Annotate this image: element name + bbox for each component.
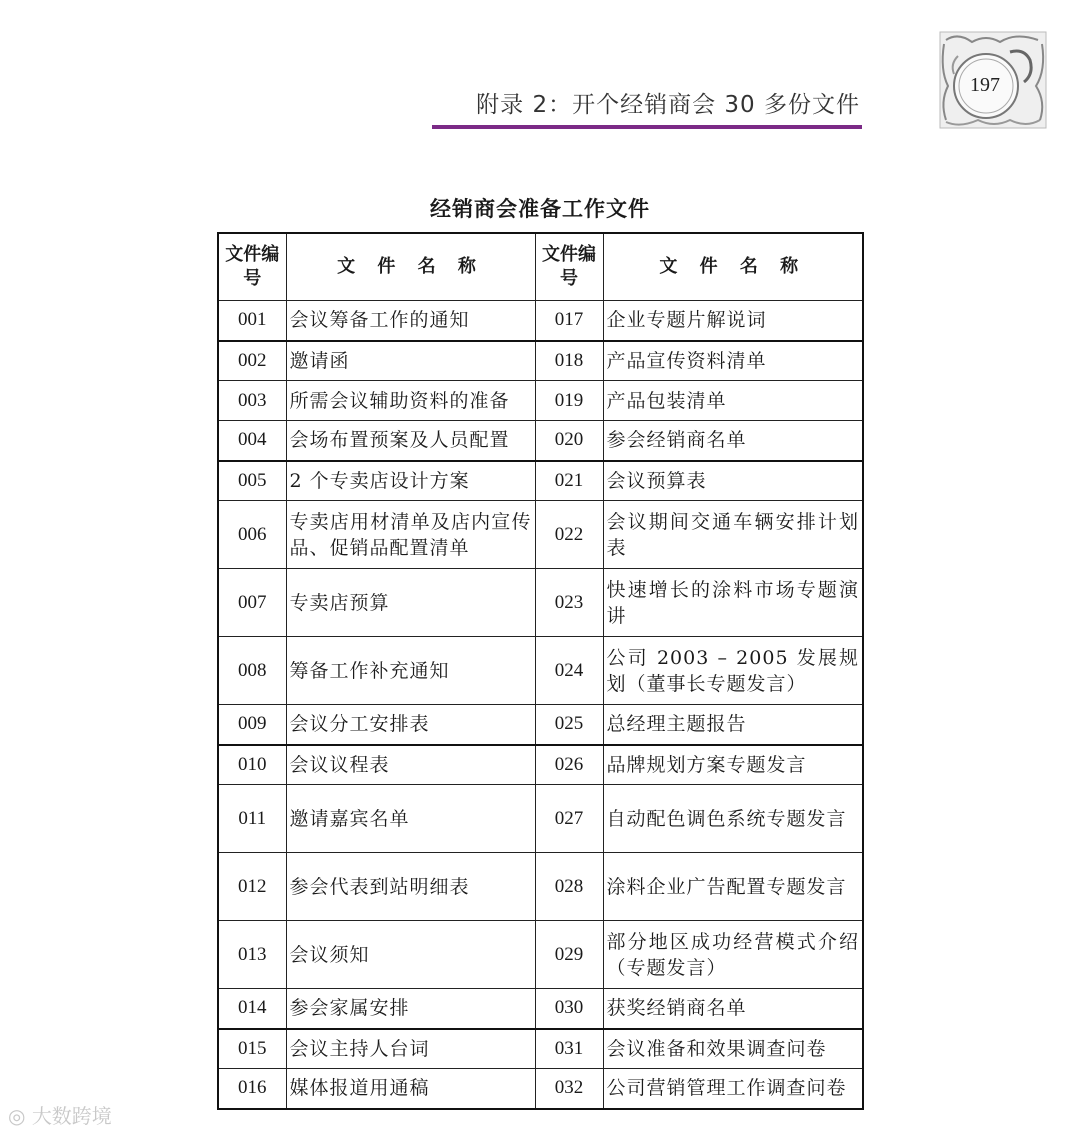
file-number: 024 <box>535 637 603 705</box>
file-name: 媒体报道用通稿 <box>286 1069 535 1109</box>
table-row <box>218 785 863 853</box>
table-row <box>218 461 863 501</box>
table-row <box>218 853 863 921</box>
file-name: 专卖店预算 <box>286 569 535 637</box>
table-row <box>218 1029 863 1069</box>
file-number: 015 <box>218 1029 286 1069</box>
header-rule <box>432 125 862 129</box>
file-name: 公司 2003 – 2005 发展规划（董事长专题发言） <box>603 637 863 705</box>
file-number: 027 <box>535 785 603 853</box>
file-number: 005 <box>218 461 286 501</box>
file-number: 030 <box>535 989 603 1029</box>
file-number: 019 <box>535 381 603 421</box>
file-name: 参会家属安排 <box>286 989 535 1029</box>
file-number: 006 <box>218 501 286 569</box>
chapter-title: 附录 2：开个经销商会 30 多份文件 <box>476 92 860 118</box>
file-name: 2 个专卖店设计方案 <box>286 461 535 501</box>
file-number: 022 <box>535 501 603 569</box>
table-row <box>218 301 863 341</box>
file-number: 029 <box>535 921 603 989</box>
file-number: 021 <box>535 461 603 501</box>
table-header-row <box>218 233 863 301</box>
file-name: 会议议程表 <box>286 745 535 785</box>
file-name: 会议分工安排表 <box>286 705 535 745</box>
document-list-table <box>217 232 864 1110</box>
file-number: 010 <box>218 745 286 785</box>
file-number: 011 <box>218 785 286 853</box>
table-row <box>218 421 863 461</box>
weibo-logo-icon: ◎ <box>8 1104 26 1128</box>
file-number: 031 <box>535 1029 603 1069</box>
file-number: 032 <box>535 1069 603 1109</box>
file-name: 部分地区成功经营模式介绍（专题发言） <box>603 921 863 989</box>
page-number: 197 <box>970 74 1000 96</box>
watermark <box>8 1100 112 1129</box>
table-row <box>218 637 863 705</box>
file-number: 014 <box>218 989 286 1029</box>
file-number: 002 <box>218 341 286 381</box>
table-row <box>218 569 863 637</box>
file-name: 所需会议辅助资料的准备 <box>286 381 535 421</box>
file-number: 007 <box>218 569 286 637</box>
file-number: 025 <box>535 705 603 745</box>
table-row <box>218 745 863 785</box>
file-name: 专卖店用材清单及店内宣传品、促销品配置清单 <box>286 501 535 569</box>
file-number: 018 <box>535 341 603 381</box>
table-caption: 经销商会准备工作文件 <box>430 197 650 221</box>
file-name: 筹备工作补充通知 <box>286 637 535 705</box>
table-row <box>218 989 863 1029</box>
file-name: 公司营销管理工作调查问卷 <box>603 1069 863 1109</box>
file-number: 003 <box>218 381 286 421</box>
file-name: 会场布置预案及人员配置 <box>286 421 535 461</box>
table-row <box>218 381 863 421</box>
file-number: 028 <box>535 853 603 921</box>
table-row <box>218 341 863 381</box>
file-number: 001 <box>218 301 286 341</box>
file-number: 026 <box>535 745 603 785</box>
column-header-file-name: 文 件 名 称 <box>286 233 535 301</box>
column-header-file-name: 文 件 名 称 <box>603 233 863 301</box>
file-name: 产品宣传资料清单 <box>603 341 863 381</box>
file-name: 快速增长的涂料市场专题演讲 <box>603 569 863 637</box>
file-number: 020 <box>535 421 603 461</box>
file-number: 004 <box>218 421 286 461</box>
file-name: 会议期间交通车辆安排计划表 <box>603 501 863 569</box>
file-name: 涂料企业广告配置专题发言 <box>603 853 863 921</box>
file-name: 会议须知 <box>286 921 535 989</box>
column-header-file-number: 文件编号 <box>535 233 603 301</box>
table-row <box>218 705 863 745</box>
file-number: 016 <box>218 1069 286 1109</box>
file-name: 会议准备和效果调查问卷 <box>603 1029 863 1069</box>
file-name: 参会代表到站明细表 <box>286 853 535 921</box>
file-name: 邀请嘉宾名单 <box>286 785 535 853</box>
table-row <box>218 1069 863 1109</box>
file-number: 017 <box>535 301 603 341</box>
file-number: 009 <box>218 705 286 745</box>
file-name: 自动配色调色系统专题发言 <box>603 785 863 853</box>
file-number: 023 <box>535 569 603 637</box>
file-name: 会议预算表 <box>603 461 863 501</box>
file-name: 品牌规划方案专题发言 <box>603 745 863 785</box>
file-name: 总经理主题报告 <box>603 705 863 745</box>
file-number: 008 <box>218 637 286 705</box>
file-number: 013 <box>218 921 286 989</box>
file-name: 产品包装清单 <box>603 381 863 421</box>
table-row <box>218 921 863 989</box>
table-row <box>218 501 863 569</box>
file-name: 获奖经销商名单 <box>603 989 863 1029</box>
file-name: 企业专题片解说词 <box>603 301 863 341</box>
file-name: 会议筹备工作的通知 <box>286 301 535 341</box>
file-name: 参会经销商名单 <box>603 421 863 461</box>
watermark-text: 大数跨境 <box>31 1104 112 1128</box>
file-name: 邀请函 <box>286 341 535 381</box>
file-number: 012 <box>218 853 286 921</box>
file-name: 会议主持人台词 <box>286 1029 535 1069</box>
column-header-file-number: 文件编号 <box>218 233 286 301</box>
